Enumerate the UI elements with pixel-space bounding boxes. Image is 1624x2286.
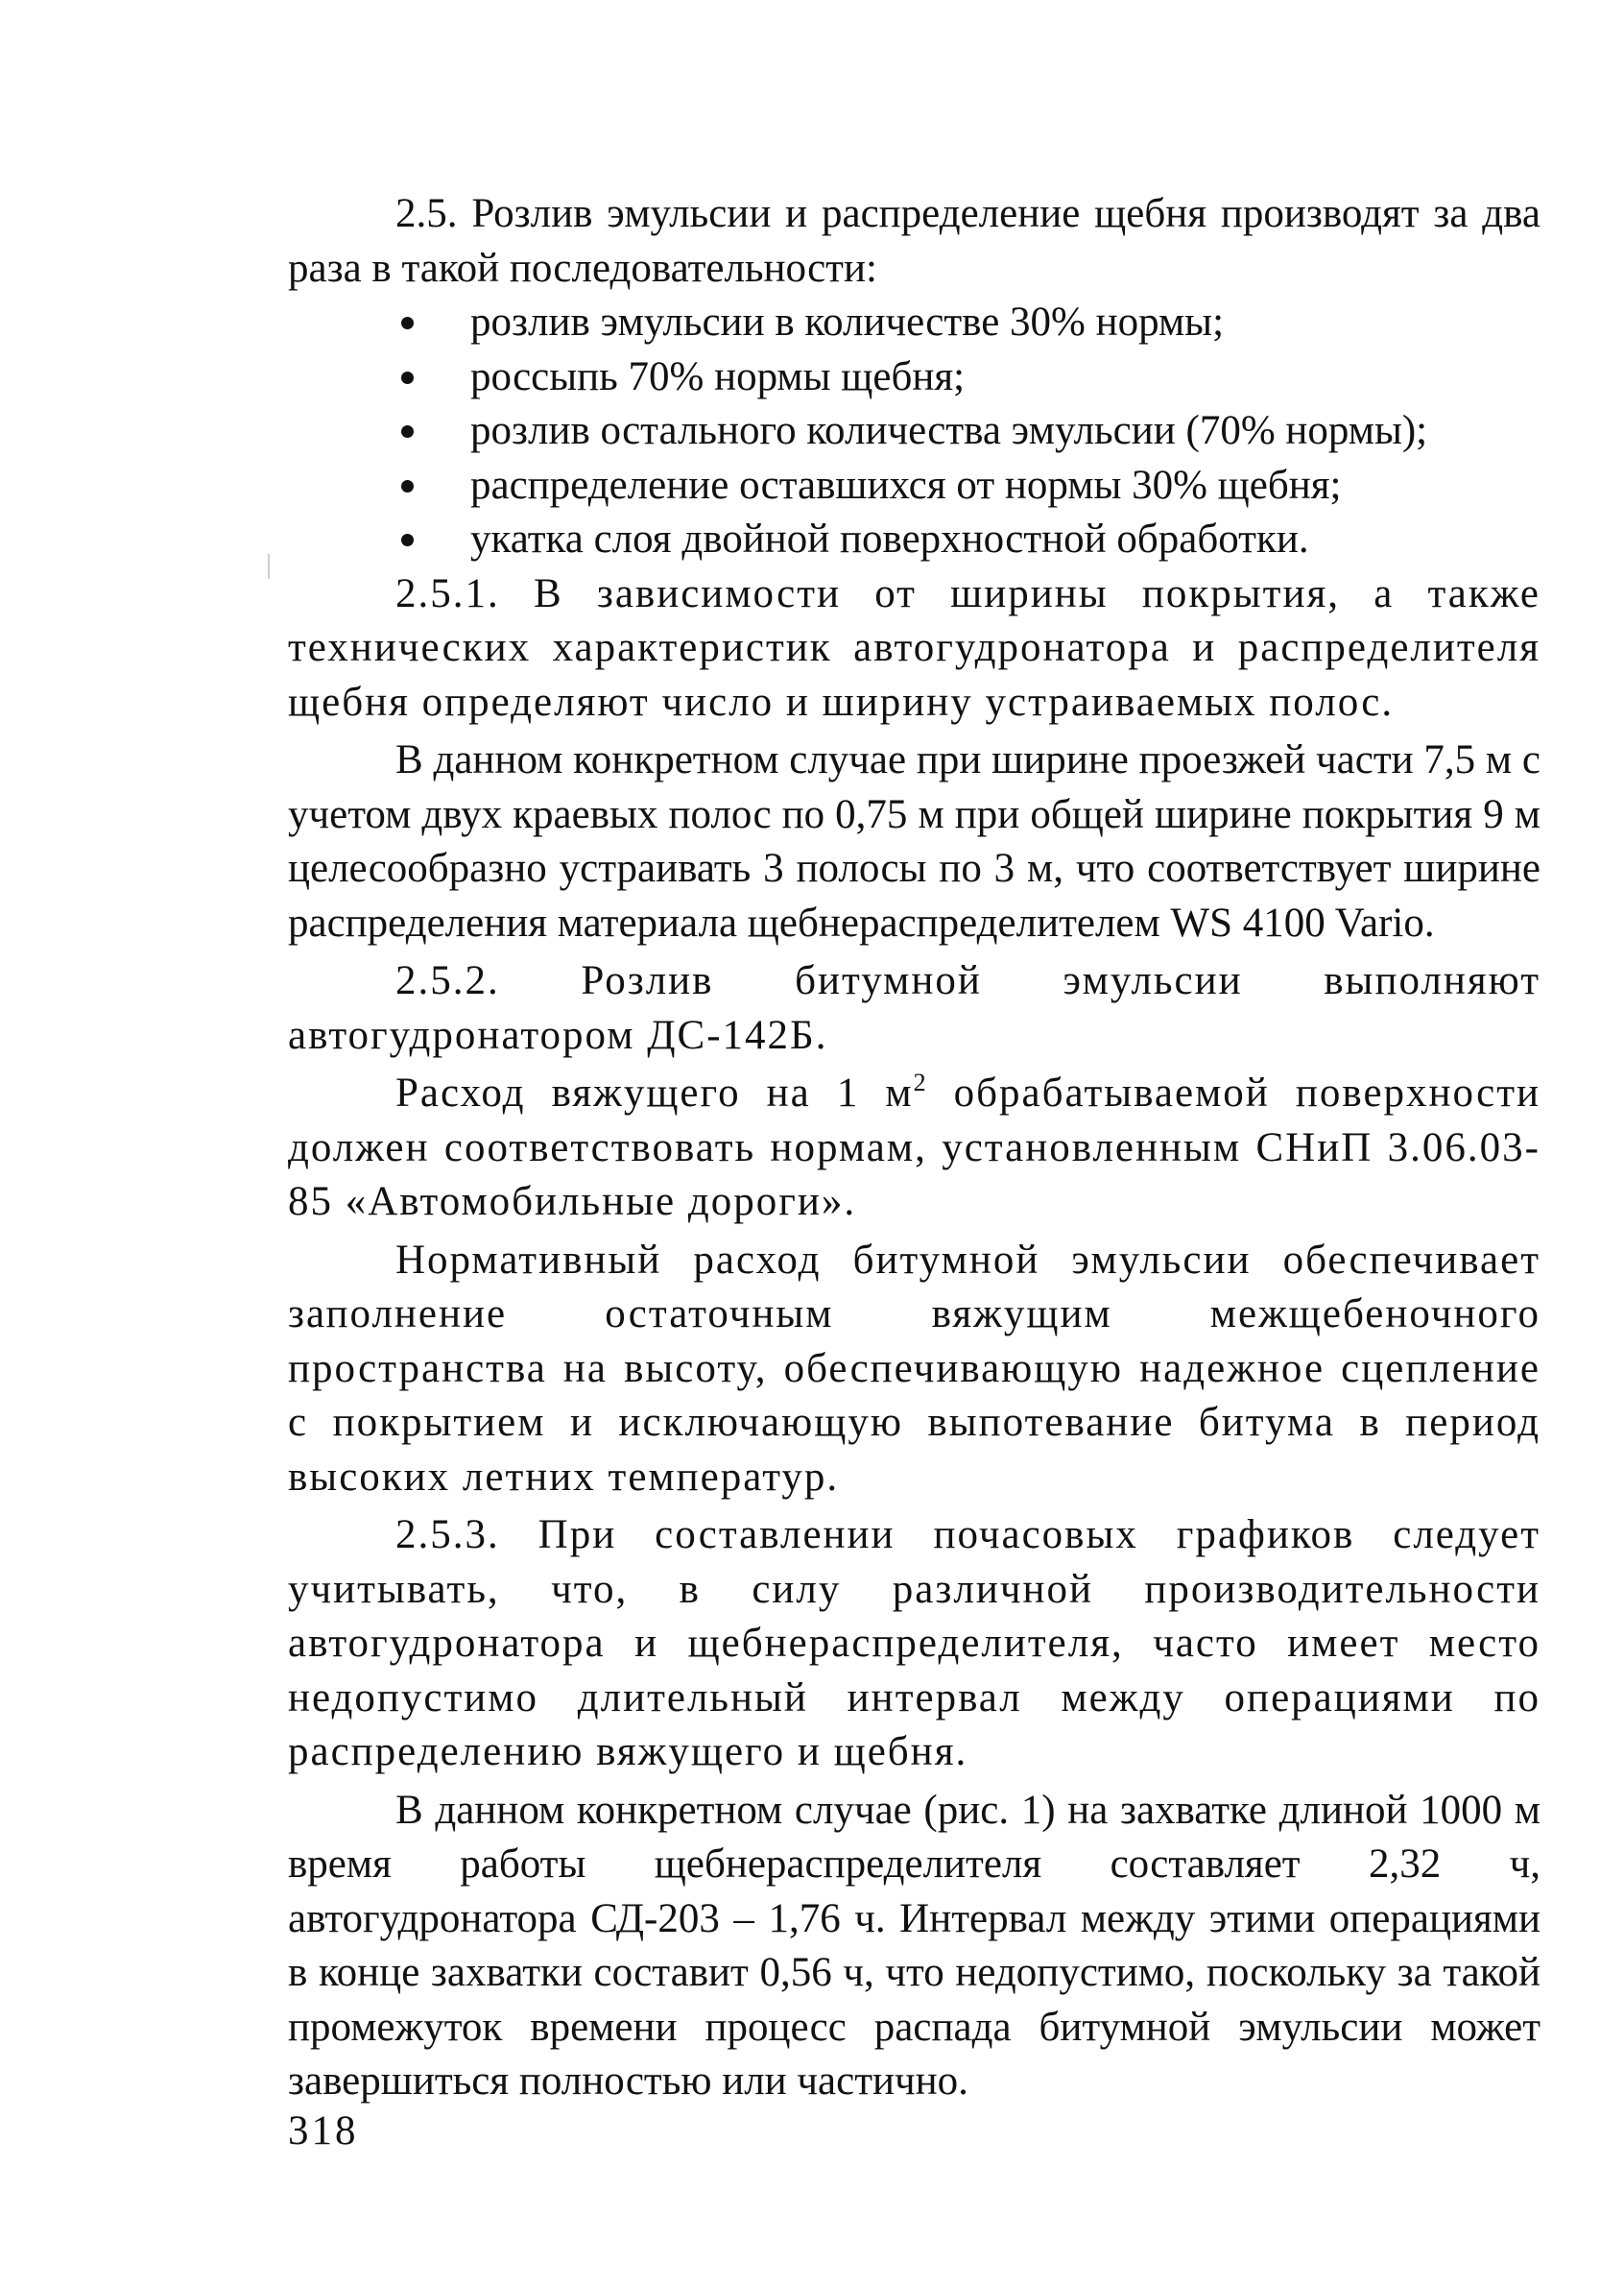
list-item-text: распределение оставшихся от нормы 30% щебня; [470,462,1342,508]
paragraph-binder-consumption [288,1067,1540,1230]
paragraph-2-5-2: 2.5.2. Розлив битумной эмульсии выполняют автогудронатором ДС-142Б. [288,958,1540,1058]
bullet-icon [401,480,414,493]
list-item-text: розлив эмульсии в количестве 30% нормы; [470,300,1225,345]
list-item [288,296,1540,350]
list-item [288,404,1540,459]
scan-artifact [268,554,270,579]
square-superscript: 2 [913,1069,928,1096]
list-item-text: укатка слоя двойной поверхностной обработки. [470,517,1309,562]
consumption-text-start: Расход вяжущего на 1 м [395,1071,914,1116]
paragraph-normative-consumption: Нормативный расход битумной эмульсии обеспечивает заполнение остаточным вяжущим межщебеночного пространства на высоту, обеспечивающую надежное сцепление с покрытием и исключающую выпотевание битума в период высоких летних температур. [288,1237,1540,1500]
page-body [288,187,1540,2109]
page-number: 318 [288,2108,359,2154]
bullet-icon [401,425,414,438]
paragraph-interval-case: В данном конкретном случае (рис. 1) на захватке длиной 1000 м время работы щебнераспределителя составляет 2,32 ч, автогудронатора СД-203 – 1,76 ч. Интервал между этими операциями в конце захватки составит 0,56 ч, что недопустимо, поскольку за такой промежуток времени процесс распада битумной эмульсии может завершиться полностью или частично. [288,1787,1540,2104]
bullet-icon [401,317,414,329]
paragraph-2-5-3: 2.5.3. При составлении почасовых графиков следует учитывать, что, в силу различной производительности автогудронатора и щебнераспределителя, часто имеет место недопустимо длительный интервал между операциями по распределению вяжущего и щебня. [288,1512,1540,1774]
list-item-text: розлив остального количества эмульсии (70% нормы); [470,408,1428,453]
paragraph-lane-width-case: В данном конкретном случае при ширине проезжей части 7,5 м с учетом двух краевых полос по 0,75 м при общей ширине покрытия 9 м целесообразно устраивать 3 полосы по 3 м, что соответствует ширине распределения материала щебнераспределителем WS 4100 Vario. [288,737,1540,946]
paragraph-2-5-1: 2.5.1. В зависимости от ширины покрытия, а также технических характеристик автогудронатора и распределителя щебня определяют число и ширину устраиваемых полос. [288,570,1540,725]
consumption-text-end: обрабатываемой поверхности должен соответствовать нормам, установленным СНиП 3.06.03-85 «Автомобильные дороги». [288,1071,1540,1224]
list-item [288,350,1540,405]
bullet-icon [401,372,414,384]
list-item-text: россыпь 70% нормы щебня; [470,353,966,399]
bullet-icon [401,534,414,546]
paragraph-2-5: 2.5. Розлив эмульсии и распределение щебня производят за два раза в такой последовательности: [288,191,1540,291]
list-item [288,513,1540,567]
operation-sequence-list [288,296,1540,567]
list-item [288,459,1540,514]
